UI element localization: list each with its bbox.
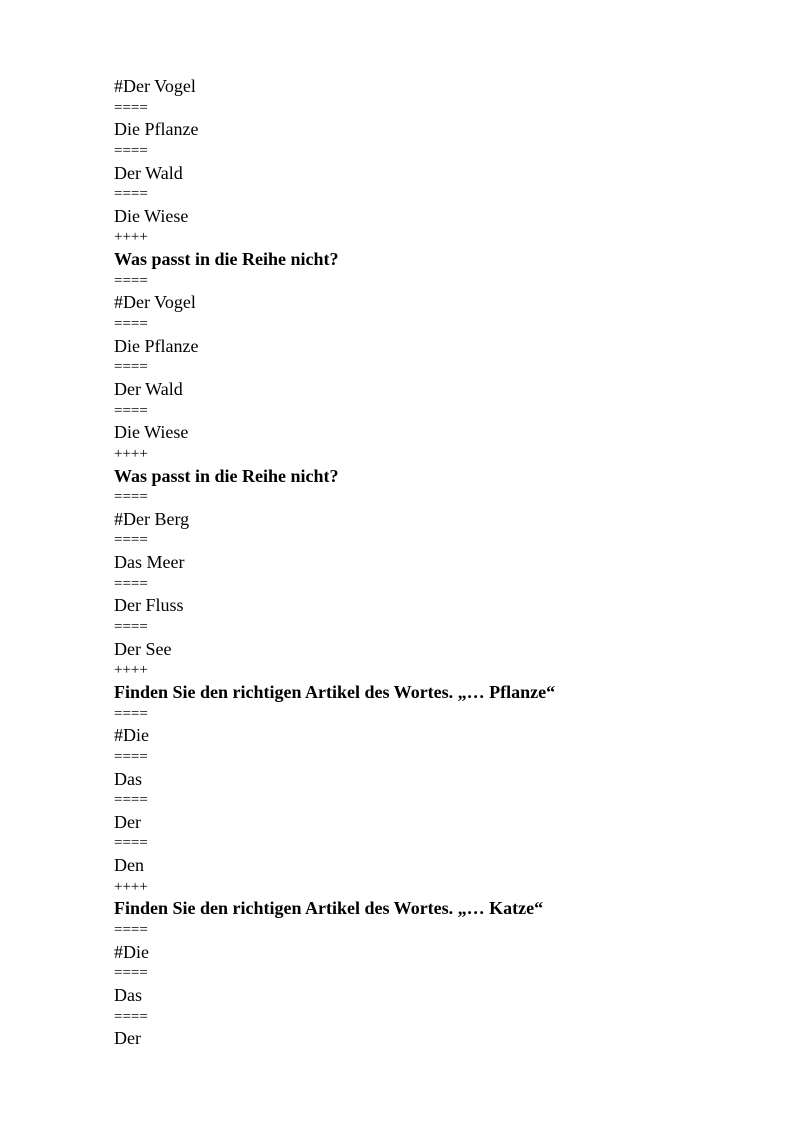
answer-option: Den — [114, 855, 144, 876]
answer-option: Das Meer — [114, 552, 185, 573]
answer-option: Das — [114, 984, 142, 1005]
answer-option: Die Pflanze — [114, 119, 199, 140]
answer-separator: ==== — [114, 99, 148, 116]
question-text: Was passt in die Reihe nicht? — [114, 465, 339, 486]
question-text: Was passt in die Reihe nicht? — [114, 249, 339, 270]
correct-answer-option: #Der Berg — [114, 508, 190, 529]
answer-separator: ==== — [114, 1008, 148, 1025]
question-text: Finden Sie den richtigen Artikel des Wortes. „… Katze“ — [114, 898, 544, 919]
answer-option: Der — [114, 811, 141, 832]
correct-answer-option: #Der Vogel — [114, 76, 196, 96]
answer-separator: ==== — [114, 359, 148, 376]
answer-separator: ==== — [114, 142, 148, 159]
answer-separator: ==== — [114, 792, 148, 809]
answer-option: Der — [114, 1028, 141, 1049]
answer-separator: ==== — [114, 575, 148, 592]
answer-separator: ==== — [114, 748, 148, 765]
answer-separator: ==== — [114, 489, 148, 506]
answer-option: Der Fluss — [114, 595, 184, 616]
answer-option: Die Wiese — [114, 205, 189, 226]
answer-option: Die Wiese — [114, 422, 189, 443]
question-separator: ++++ — [114, 662, 148, 679]
answer-option: Der Wald — [114, 162, 183, 183]
answer-separator: ==== — [114, 705, 148, 722]
correct-answer-option: #Der Vogel — [114, 292, 196, 313]
answer-separator: ==== — [114, 532, 148, 549]
answer-option: Der See — [114, 638, 172, 659]
answer-separator: ==== — [114, 835, 148, 852]
answer-separator: ==== — [114, 619, 148, 636]
answer-separator: ==== — [114, 186, 148, 203]
answer-option: Das — [114, 768, 142, 789]
question-separator: ++++ — [114, 229, 148, 246]
answer-separator: ==== — [114, 272, 148, 289]
question-separator: ++++ — [114, 445, 148, 462]
answer-separator: ==== — [114, 316, 148, 333]
question-text: Finden Sie den richtigen Artikel des Wortes. „… Pflanze“ — [114, 681, 556, 702]
answer-separator: ==== — [114, 402, 148, 419]
answer-option: Der Wald — [114, 378, 183, 399]
answer-option: Die Pflanze — [114, 335, 199, 356]
correct-answer-option: #Die — [114, 725, 149, 746]
quiz-text-body — [114, 76, 754, 1050]
answer-separator: ==== — [114, 965, 148, 982]
correct-answer-option: #Die — [114, 941, 149, 962]
question-separator: ++++ — [114, 878, 148, 895]
answer-separator: ==== — [114, 921, 148, 938]
